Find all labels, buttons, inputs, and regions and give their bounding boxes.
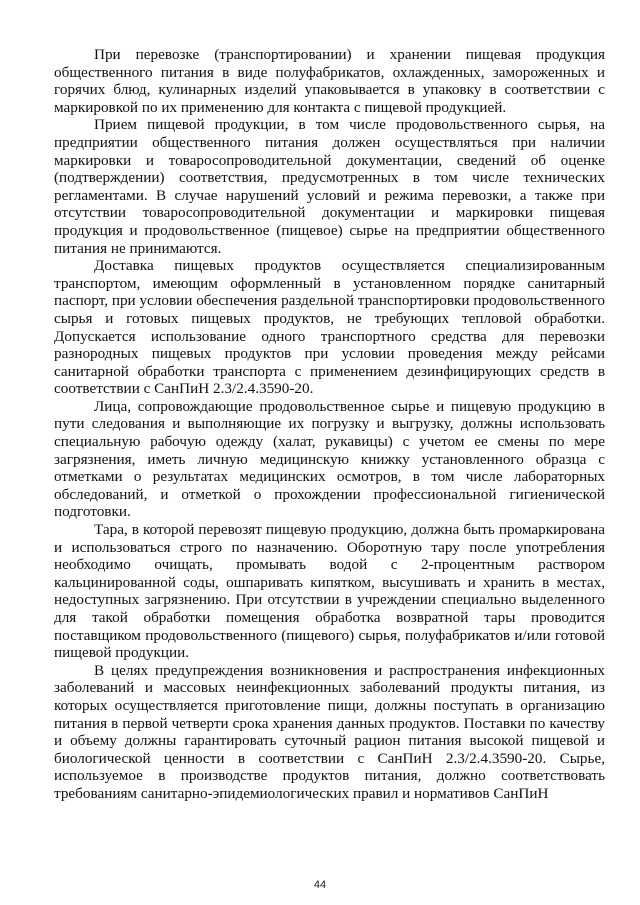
paragraph-food-acceptance: Прием пищевой продукции, в том числе продовольственного сырья, на предприятии общественного питания должен осуществляться при наличии маркировки и товаросопроводительной документации, сведений об оценке (подтверждении) соответствия, предусмотренных в том числе технических регламентами. В случае нарушений условий и режима перевозки, а также при отсутствии товаросопроводительной документации и маркировки пищевая продукция и продовольственное (пищевое) сырье на предприятии общественного питания не принимаются.	[54, 116, 605, 257]
paragraph-disease-prevention: В целях предупреждения возникновения и распространения инфекционных заболеваний и массовых неинфекционных заболеваний продукты питания, из которых осуществляется приготовление пищи, должны поступать в организацию питания в первой четверти срока хранения данных продуктов. Поставки по качеству и объему должны гарантировать суточный рацион питания высокой пищевой и биологической ценности в соответствии с СанПиН 2.3/2.4.3590-20. Сырье, используемое в производстве продуктов питания, должно соответствовать требованиям санитарно-эпидемиологических правил и нормативов СанПиН	[54, 661, 605, 802]
paragraph-delivery-transport: Доставка пищевых продуктов осуществляется специализированным транспортом, имеющим оформленный в установленном порядке санитарный паспорт, при условии обеспечения раздельной транспортировки продовольственного сырья и готовых пищевых продуктов, не требующих тепловой обработки. Допускается использование одного транспортного средства для перевозки разнородных пищевых продуктов при условии проведения между рейсами санитарной обработки транспорта с применением дезинфицирующих средств в соответствии с СанПиН 2.3/2.4.3590-20.	[54, 257, 605, 398]
document-page	[54, 46, 605, 846]
page-number: 44	[313, 879, 327, 891]
paragraph-accompanying-persons: Лица, сопровождающие продовольственное сырье и пищевую продукцию в пути следования и выполняющие их погрузку и выгрузку, должны использовать специальную рабочую одежду (халат, рукавицы) с учетом ее смены по мере загрязнения, иметь личную медицинскую книжку установленного образца с отметками о результатах медицинских осмотров, в том числе лабораторных обследований, и отметкой о прохождении профессиональной гигиенической подготовки.	[54, 397, 605, 521]
paragraph-transport-packaging: При перевозке (транспортировании) и хранении пищевая продукция общественного питания в виде полуфабрикатов, охлажденных, замороженных и горячих блюд, кулинарных изделий упаковывается в упаковку в соответствии с маркировкой по их применению для контакта с пищевой продукцией.	[54, 46, 605, 116]
paragraph-container-handling: Тара, в которой перевозят пищевую продукцию, должна быть промаркирована и использоваться строго по назначению. Оборотную тару после употребления необходимо очищать, промывать водой с 2-процентным раствором кальцинированной соды, ошпаривать кипятком, высушивать и хранить в местах, недоступных загрязнению. При отсутствии в учреждении специально выделенного для такой обработки помещения обработка возвратной тары проводится поставщиком продовольственного (пищевого) сырья, полуфабрикатов и/или готовой пищевой продукции.	[54, 521, 605, 662]
